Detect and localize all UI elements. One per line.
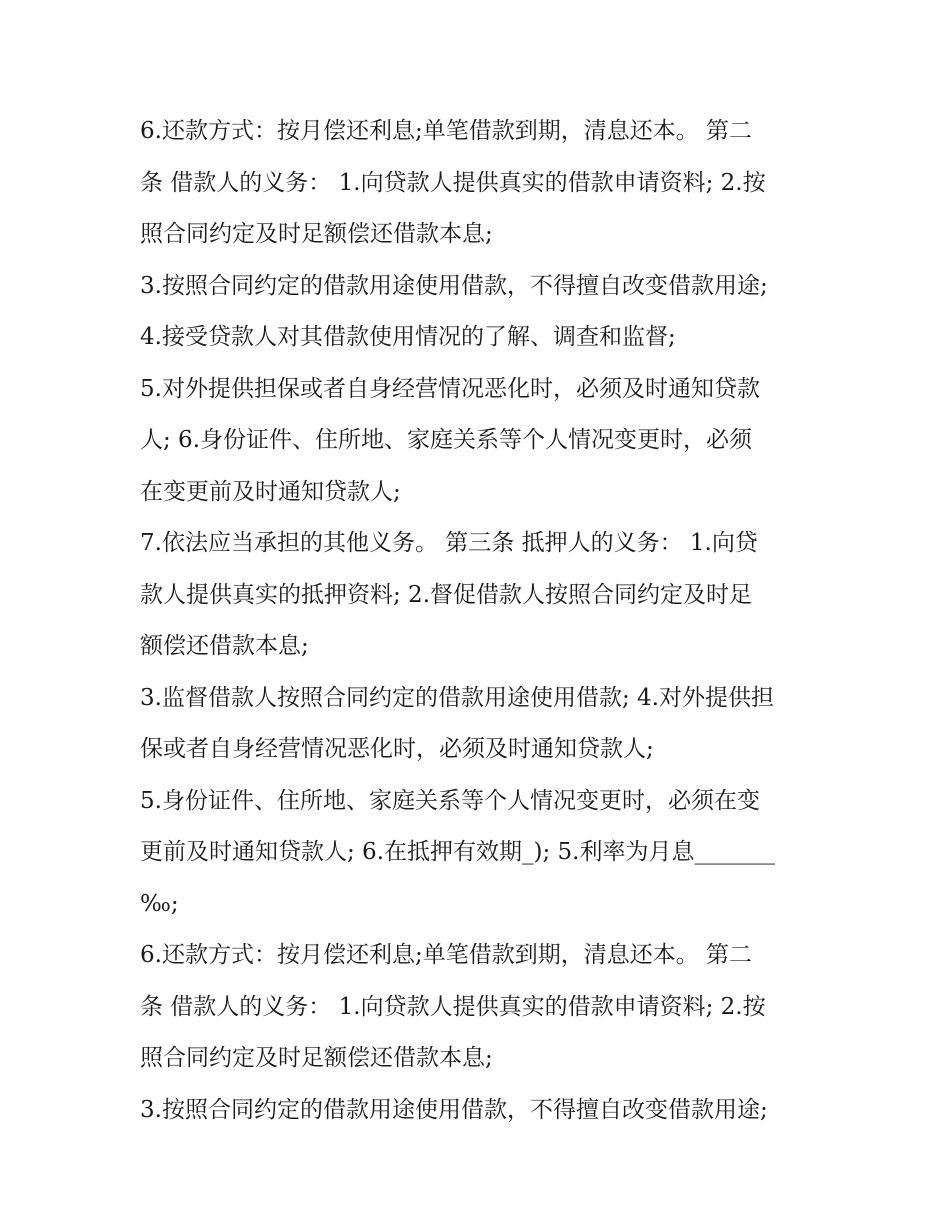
text-line: 照合同约定及时足额偿还借款本息; [140,221,493,247]
text-line: 照合同约定及时足额偿还借款本息; [140,1045,493,1071]
text-line: 在变更前及时通知贷款人; [140,478,401,505]
text-line: 3.监督借款人按照合同约定的借款用途使用借款; 4.对外提供担 [140,684,774,711]
text-line: 条 借款人的义务： 1.向贷款人提供真实的借款申请资料; 2.按 [140,993,766,1020]
text-line: 额偿还借款本息; [140,633,309,659]
text-line: 5.身份证件、住所地、家庭关系等个人情况变更时，必须在变 [140,787,760,814]
text-line: 3.按照合同约定的借款用途使用借款，不得擅自改变借款用途; [140,1096,768,1123]
text-line: 更前及时通知贷款人; 6.在抵押有效期_); 5.利率为月息_______ [140,839,775,865]
text-line: 4.接受贷款人对其借款使用情况的了解、调查和监督; [140,324,676,350]
text-line: 7.依法应当承担的其他义务。 第三条 抵押人的义务： 1.向贷 [140,530,758,556]
text-line: 3.按照合同约定的借款用途使用借款，不得擅自改变借款用途; [140,272,768,299]
text-line: 6.还款方式：按月偿还利息;单笔借款到期，清息还本。 第二 [140,118,753,144]
text-line: 款人提供真实的抵押资料; 2.督促借款人按照合同约定及时足 [140,581,753,608]
document-body [140,106,812,1136]
text-line: 人; 6.身份证件、住所地、家庭关系等个人情况变更时，必须 [140,427,753,453]
text-line: 条 借款人的义务： 1.向贷款人提供真实的借款申请资料; 2.按 [140,169,766,196]
text-line: ‰; [140,890,179,917]
text-line: 5.对外提供担保或者自身经营情况恶化时，必须及时通知贷款 [140,375,760,402]
text-line: 保或者自身经营情况恶化时，必须及时通知贷款人; [140,736,654,762]
text-line: 6.还款方式：按月偿还利息;单笔借款到期，清息还本。 第二 [140,942,753,968]
